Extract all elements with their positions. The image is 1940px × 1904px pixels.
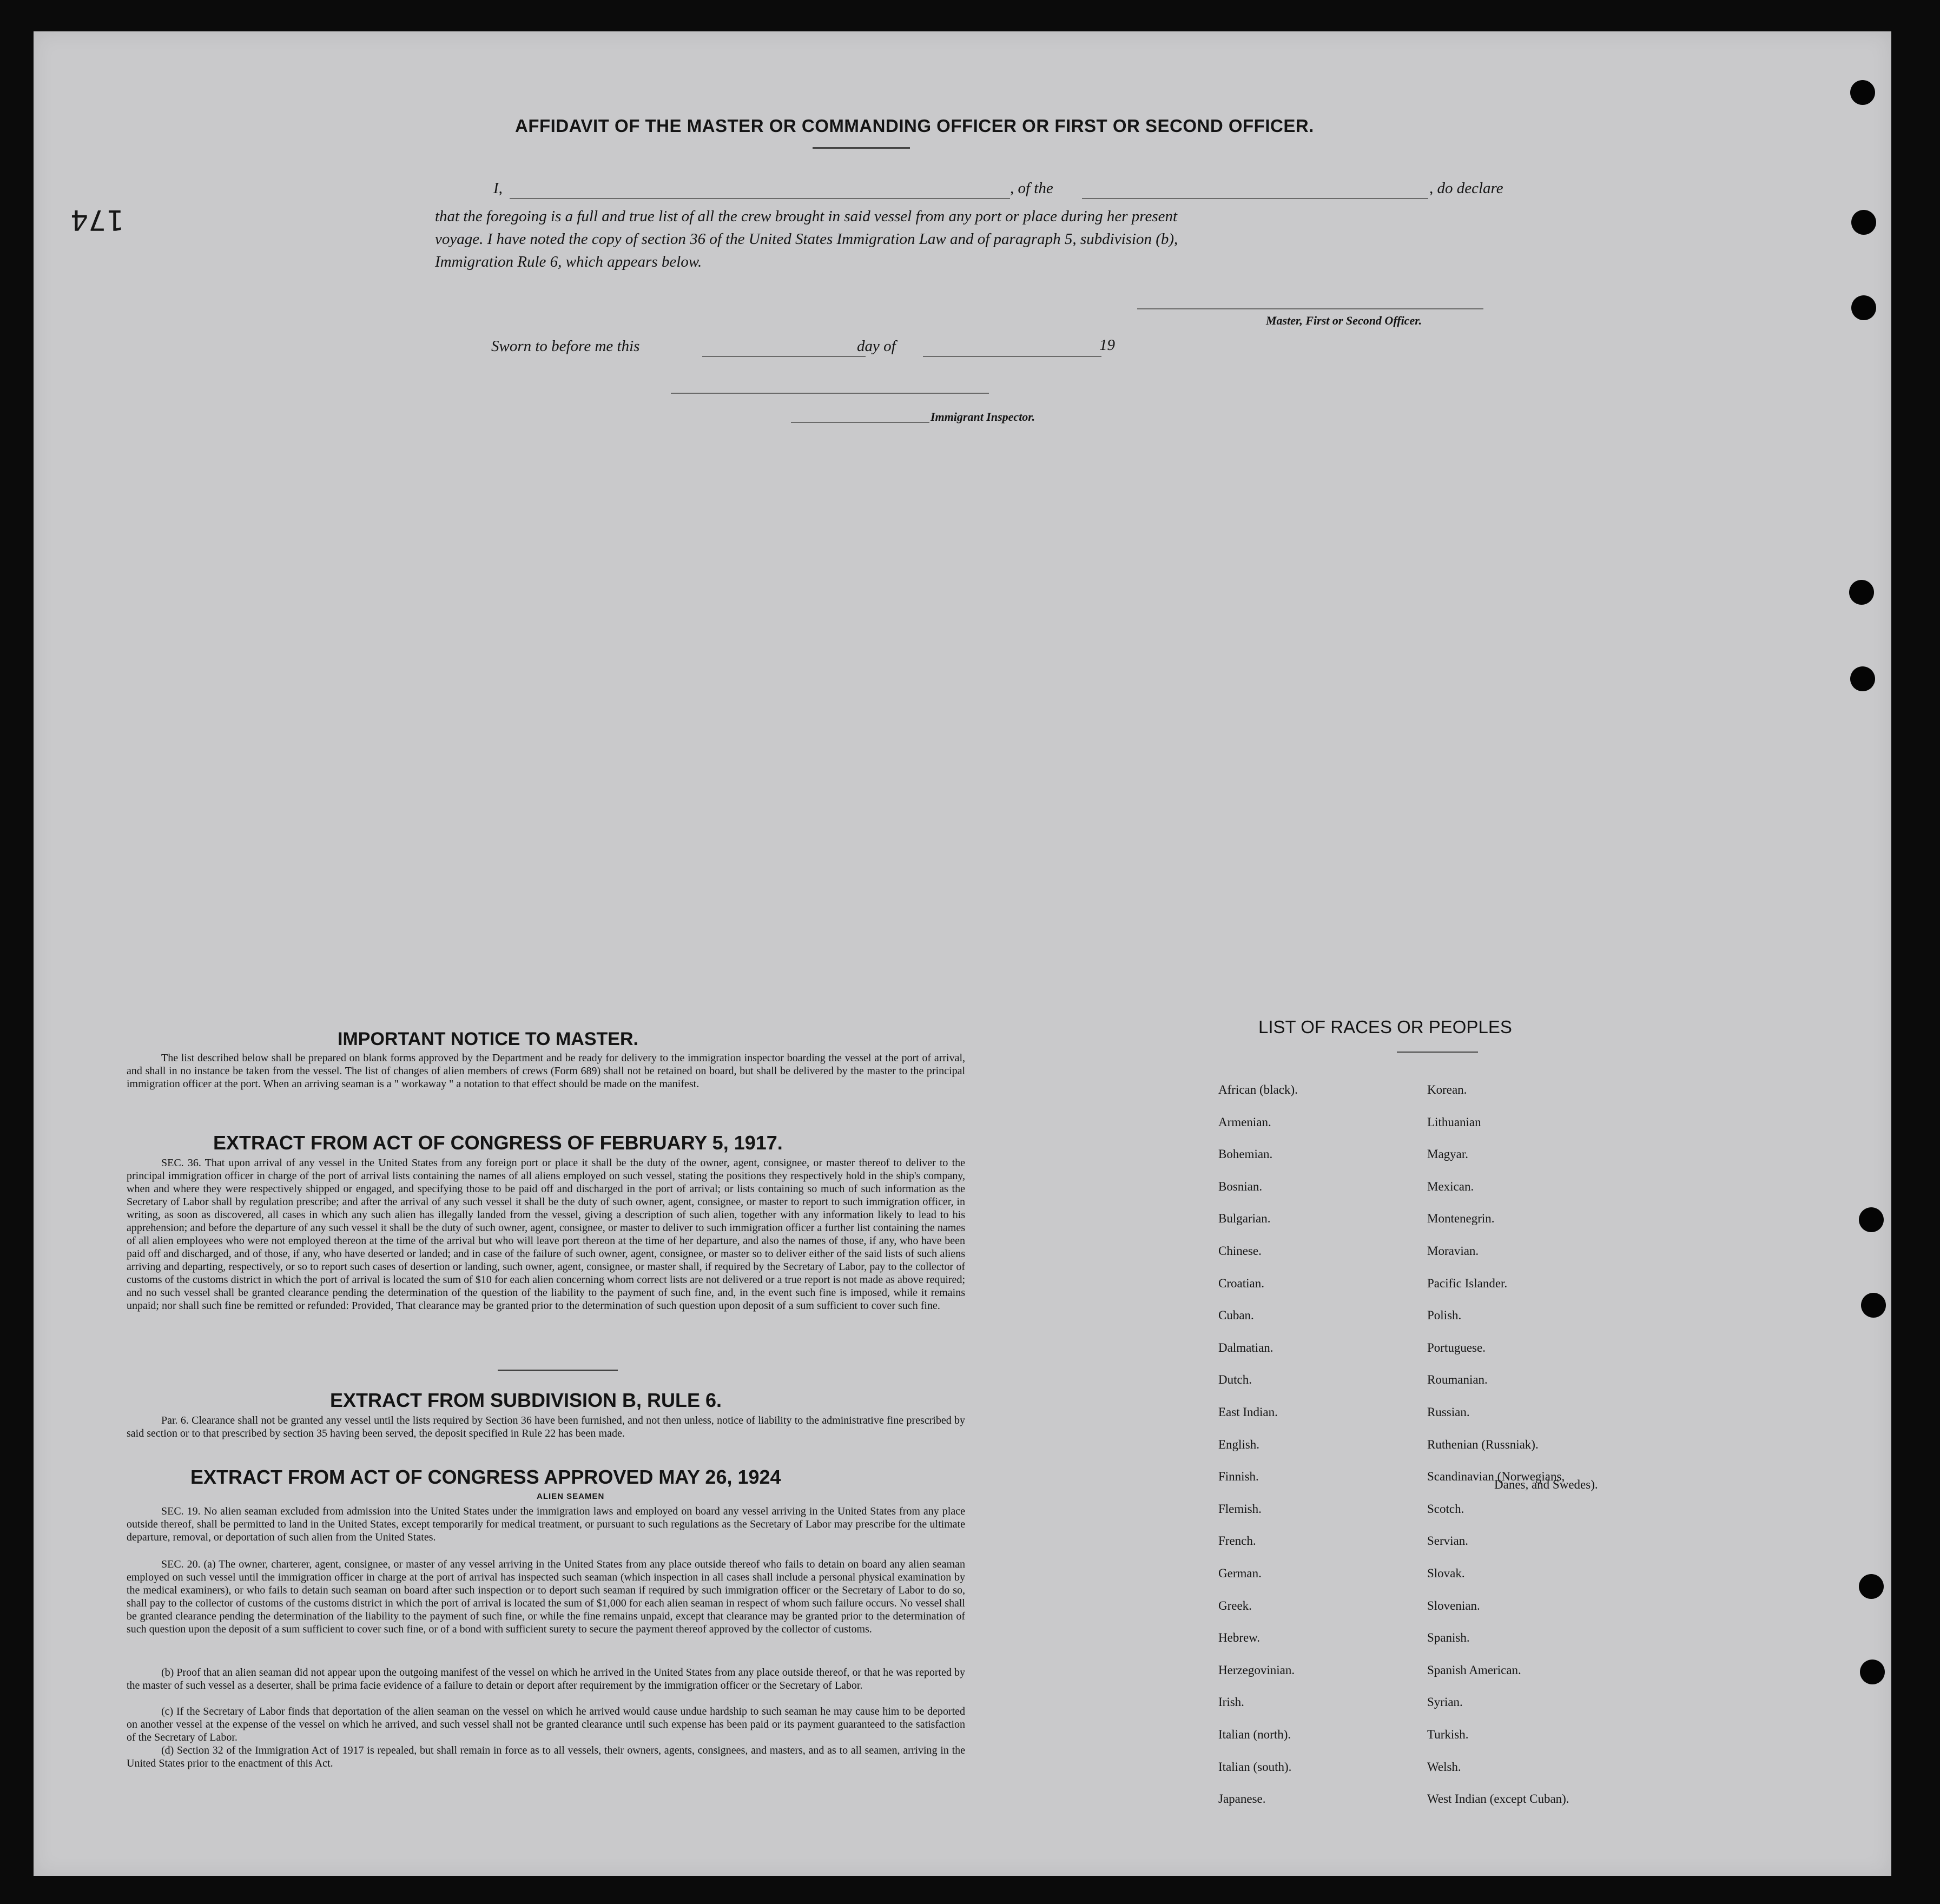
race-item: German. [1218, 1566, 1262, 1580]
race-item: East Indian. [1218, 1405, 1278, 1419]
extract-1924-title: EXTRACT FROM ACT OF CONGRESS APPROVED MAY 26, 1924 [190, 1466, 781, 1488]
race-item: Slovak. [1427, 1566, 1465, 1580]
punch-hole [1851, 295, 1876, 320]
sworn-day-blank [702, 356, 866, 357]
rule6-title: EXTRACT FROM SUBDIVISION B, RULE 6. [330, 1389, 722, 1411]
vessel-blank [1082, 198, 1428, 199]
race-item: Turkish. [1427, 1728, 1469, 1741]
punch-hole [1859, 1207, 1884, 1232]
race-item: Japanese. [1218, 1792, 1266, 1806]
race-item: Scandinavian (Norwegians, [1427, 1470, 1565, 1483]
notice-title: IMPORTANT NOTICE TO MASTER. [338, 1029, 638, 1049]
handwritten-page-number: 174 [70, 203, 124, 236]
extract-1924-subtitle: ALIEN SEAMEN [537, 1492, 605, 1501]
extract-1924-sec20d: (d) Section 32 of the Immigration Act of 1917 is repealed, but shall remain in force as to all vessels, their owners, agents, consignees, and masters, and as to all seamen, arriving in the United States prior to the enactment of this Act. [127, 1744, 965, 1769]
form-page [34, 31, 1891, 1876]
race-item: Irish. [1218, 1695, 1244, 1709]
punch-hole [1850, 666, 1875, 691]
race-item: Croatian. [1218, 1277, 1264, 1290]
extract-1917-text: SEC. 36. That upon arrival of any vessel in the United States from any foreign port or place it shall be the duty of the owner, agent, consignee, or master thereof to deliver to the principal immigration officer in charge of the port of arrival lists containing the names of all aliens employed on such vessel, stating the positions they respectively hold in the ship's company, when and where they were respectively shipped or engaged, and specifying those to be paid off and discharged in the port of arrival; or lists containing so much of such information as the Secretary of Labor shall by regulation prescribe; and after the arrival of any such vessel it shall be the duty of such owner, agent, consignee, or master to report to such immigration officer, in writing, as soon as discovered, all cases in which any such alien has illegally landed from the vessel, giving a description of such alien, together with any information likely to lead to his apprehension; and before the departure of any such vessel it shall be the duty of such owner, agent, consignee, or master to deliver to such immigration officer a further list containing the names of all alien employees who were not employed thereon at the time of the arrival but who will leave port thereon at the time of her departure, and also the names of those, if any, who have been paid off and discharged, and of those, if any, who have deserted or landed; and in case of the failure of such owner, agent, consignee, or master so to deliver either of the said lists of such aliens arriving and departing, respectively, or so to report such cases of desertion or landing, such owner, agent, consignee, or master shall, if required by the Secretary of Labor, pay to the collector of customs of the customs district in which the port of arrival is located the sum of $10 for each alien concerning whom correct lists are not delivered or a true report is not made as above required; and no such vessel shall be granted clearance pending the determination of the question of the liability to the payment of such fine, and, in the event such fine is imposed, while it remains unpaid; nor shall such fine be remitted or refunded: Provided, That clearance may be granted prior to the determination of such question upon deposit of a sum sufficient to cover such fine. [127, 1157, 965, 1312]
race-item: Cuban. [1218, 1308, 1254, 1322]
race-item: Spanish. [1427, 1631, 1470, 1644]
affidavit-line-2: that the foregoing is a full and true list of all the crew brought in said vessel from any port or place during her present [435, 208, 1178, 225]
punch-hole [1851, 210, 1876, 235]
race-item: Montenegrin. [1427, 1212, 1495, 1225]
race-item: Italian (south). [1218, 1760, 1292, 1774]
inspector-label-line [791, 422, 929, 423]
sworn-day-of: day of [857, 338, 896, 355]
race-item: Dutch. [1218, 1373, 1252, 1386]
races-title: LIST OF RACES OR PEOPLES [1258, 1017, 1512, 1037]
affidavit-i: I, [493, 180, 503, 197]
race-item: Roumanian. [1427, 1373, 1488, 1386]
race-item: Korean. [1427, 1083, 1467, 1096]
race-item: Flemish. [1218, 1502, 1262, 1516]
inspector-signature-line [671, 393, 989, 394]
race-item: Hebrew. [1218, 1631, 1261, 1644]
race-item: Polish. [1427, 1308, 1462, 1322]
sworn-text: Sworn to before me this [491, 338, 640, 355]
race-item: Dalmatian. [1218, 1341, 1273, 1354]
race-item: African (black). [1218, 1083, 1298, 1096]
race-item: Spanish American. [1427, 1663, 1521, 1677]
affidavit-declare: , do declare [1429, 180, 1503, 197]
race-item: Chinese. [1218, 1244, 1262, 1258]
section-rule [498, 1370, 618, 1371]
races-title-rule [1397, 1052, 1478, 1053]
extract-1917-title: EXTRACT FROM ACT OF CONGRESS OF FEBRUARY 5, 1917. [213, 1132, 783, 1154]
extract-1924-sec20a: SEC. 20. (a) The owner, charterer, agent, consignee, or master of any vessel arriving in the United States from any place outside thereof who fails to detain on board any alien seaman employed on such vessel until the immigration officer in charge at the port of arrival has inspected such seaman (which inspection in all cases shall include a personal physical examination by the medical examiners), or who fails to detain such seaman on board after such inspection or to deport such seaman if required by such immigration officer or the Secretary of Labor to do so, shall pay to the collector of customs of the customs district in which the port of arrival is located the sum of $1,000 for each alien seaman in respect of whom such failure occurs. No vessel shall be granted clearance pending the determination of the liability to the payment of such fine, or while the fine remains unpaid, except that clearance may be granted prior to the determination of such question upon the deposit of a sum sufficient to cover such fine, or of a bond with sufficient surety to secure the payment thereof approved by the collector of customs. [127, 1558, 965, 1635]
race-item: Bohemian. [1218, 1147, 1273, 1161]
punch-hole [1859, 1574, 1884, 1599]
punch-hole [1861, 1293, 1886, 1318]
race-item: Armenian. [1218, 1115, 1271, 1129]
race-item: Syrian. [1427, 1695, 1463, 1709]
affidavit-line-4: Immigration Rule 6, which appears below. [435, 253, 702, 270]
sworn-month-blank [923, 356, 1101, 357]
race-item: Russian. [1427, 1405, 1470, 1419]
punch-hole [1850, 80, 1875, 105]
affidavit-of-the: , of the [1010, 180, 1053, 197]
punch-hole [1860, 1660, 1885, 1684]
extract-1924-sec19: SEC. 19. No alien seaman excluded from admission into the United States under the immigration laws and employed on board any vessel arriving in the United States from any place outside thereof, shall be permitted to land in the United States, except temporarily for medical treatment, or pursuant to such regulations as the Secretary of Labor may prescribe for the ultimate departure, removal, or deportation of such alien from the United States. [127, 1505, 965, 1543]
race-item: Servian. [1427, 1534, 1469, 1548]
notice-text: The list described below shall be prepared on blank forms approved by the Department and be ready for delivery to the immigration inspector boarding the vessel at the port of arrival, and shall in no instance be taken from the vessel. The list of changes of alien members of crews (Form 689) shall not be retained on board, but shall be delivered by the master to the principal immigration officer at the port. When an arriving seaman is a " workaway " a notation to that effect should be made on the manifest. [127, 1052, 965, 1090]
race-item: West Indian (except Cuban). [1427, 1792, 1569, 1806]
title-rule [813, 147, 910, 149]
race-item: Bulgarian. [1218, 1212, 1271, 1225]
race-item: French. [1218, 1534, 1256, 1548]
extract-1924-sec20c: (c) If the Secretary of Labor finds that deportation of the alien seaman on the vessel on which he arrived would cause undue hardship to such seaman he may cause him to be deported on another vessel at the expense of the vessel on which he arrived, and such vessel shall not be granted clearance until such expense has been paid or its payment guaranteed to the satisfaction of the Secretary of Labor. [127, 1705, 965, 1743]
master-signature-label: Master, First or Second Officer. [1266, 314, 1422, 327]
race-item: Bosnian. [1218, 1180, 1263, 1193]
race-item-continuation: Danes, and Swedes). [1494, 1478, 1598, 1491]
race-item: Portuguese. [1427, 1341, 1486, 1354]
race-item: Mexican. [1427, 1180, 1474, 1193]
race-item: Magyar. [1427, 1147, 1469, 1161]
name-blank [510, 198, 1010, 199]
race-item: Scotch. [1427, 1502, 1464, 1516]
race-item: Welsh. [1427, 1760, 1461, 1774]
affidavit-line-3: voyage. I have noted the copy of section 36 of the United States Immigration Law and of paragraph 5, subdivision (b), [435, 230, 1178, 248]
race-item: Italian (north). [1218, 1728, 1291, 1741]
race-item: Ruthenian (Russniak). [1427, 1438, 1539, 1451]
race-item: Pacific Islander. [1427, 1277, 1508, 1290]
race-item: Herzegovinian. [1218, 1663, 1295, 1677]
race-item: Lithuanian [1427, 1115, 1481, 1129]
inspector-label: Immigrant Inspector. [931, 410, 1035, 424]
rule6-text: Par. 6. Clearance shall not be granted any vessel until the lists required by Section 36 have been furnished, and not then unless, notice of liability to the administrative fine prescribed by said section or to that prescribed by section 35 having been served, the deposit specified in Rule 22 has been made. [127, 1414, 965, 1439]
affidavit-title: AFFIDAVIT OF THE MASTER OR COMMANDING OFFICER OR FIRST OR SECOND OFFICER. [515, 116, 1314, 136]
punch-hole [1849, 580, 1874, 605]
race-item: Greek. [1218, 1599, 1252, 1612]
race-item: English. [1218, 1438, 1260, 1451]
race-item: Finnish. [1218, 1470, 1259, 1483]
master-signature-line [1137, 308, 1483, 309]
race-item: Slovenian. [1427, 1599, 1480, 1612]
sworn-year: 19 [1099, 336, 1115, 354]
race-item: Moravian. [1427, 1244, 1479, 1258]
extract-1924-sec20b: (b) Proof that an alien seaman did not appear upon the outgoing manifest of the vessel on which he arrived in the United States from any place outside thereof, or that he was reported by the master of such vessel as a deserter, shall be prima facie evidence of a failure to detain or deport after requirement by the immigration officer or the Secretary of Labor. [127, 1667, 965, 1691]
